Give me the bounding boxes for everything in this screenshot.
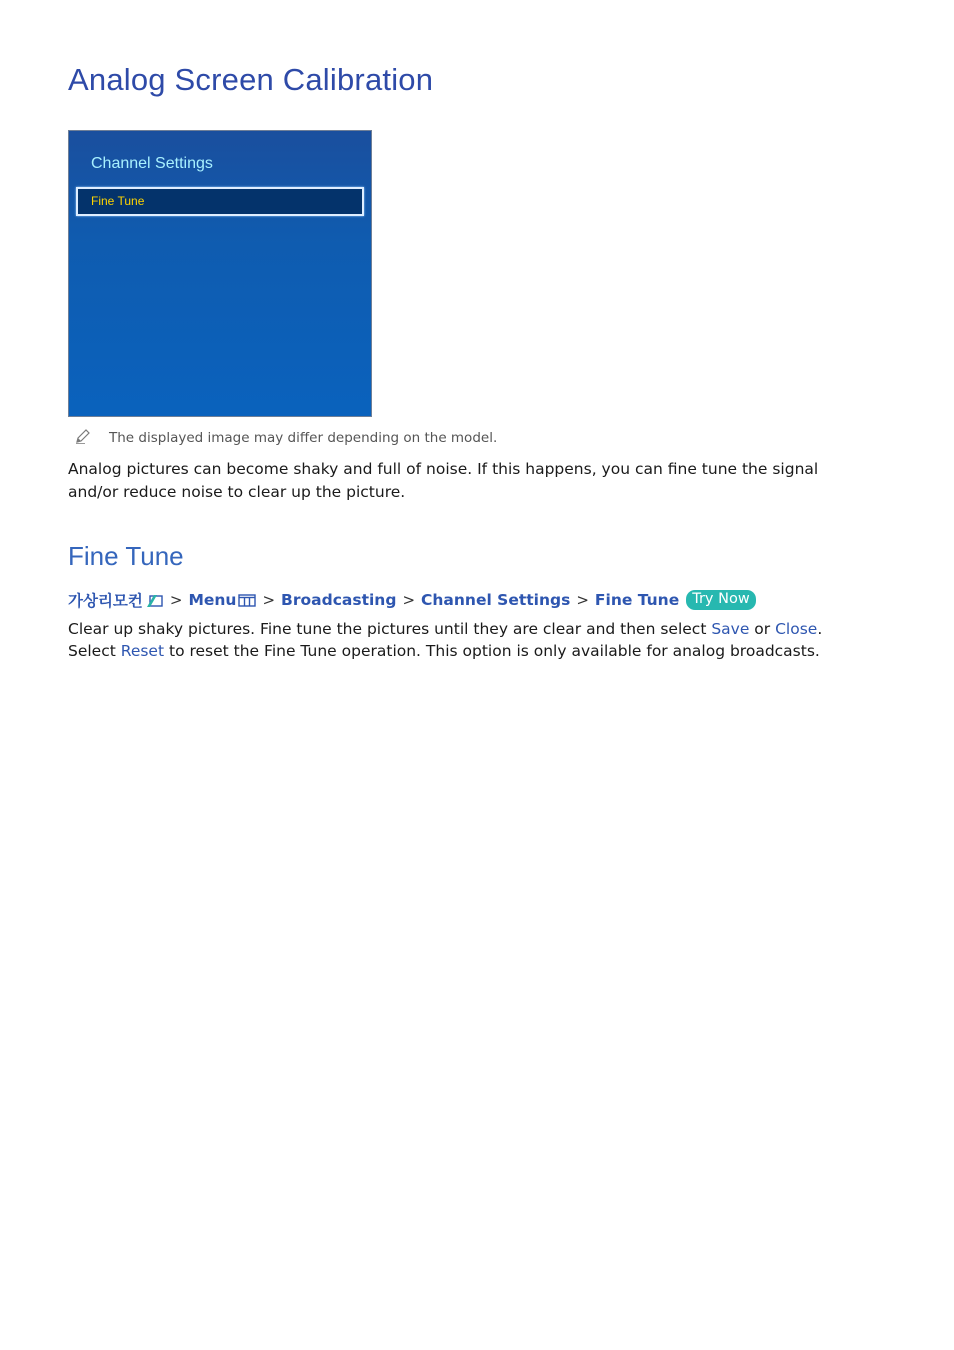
path-fine-tune[interactable]: Fine Tune [594, 591, 680, 609]
body-text: to reset the Fine Tune operation. This option is only available for analog broadcasts. [164, 642, 820, 660]
page-title: Analog Screen Calibration [68, 62, 434, 97]
body-text: . [817, 620, 823, 638]
tv-menu-title: Channel Settings [91, 155, 213, 172]
intro-line-1: Analog pictures can become shaky and full of noise. If this happens, you can fine tune the signal [68, 460, 819, 478]
body-text: Select [68, 642, 121, 660]
intro-line-2: and/or reduce noise to clear up the picture. [68, 483, 406, 501]
remote-icon [145, 593, 164, 608]
menu-path [68, 588, 756, 612]
path-separator: > [402, 591, 416, 609]
menu-icon [238, 593, 256, 607]
path-separator: > [576, 591, 589, 609]
path-remote[interactable]: 가상리모컨 [68, 592, 143, 610]
path-broadcasting[interactable]: Broadcasting [281, 591, 397, 609]
reset-link[interactable]: Reset [120, 642, 165, 660]
body-text: Clear up shaky pictures. Fine tune the pictures until they are clear and then select [68, 620, 712, 638]
path-separator: > [262, 591, 276, 609]
body-text: or [749, 620, 776, 638]
tv-screen-image [68, 130, 372, 417]
path-menu[interactable]: Menu [188, 591, 237, 609]
section-title-fine-tune: Fine Tune [68, 541, 184, 571]
fine-tune-body-line-2 [68, 640, 820, 663]
try-now-button[interactable]: Try Now [686, 590, 755, 610]
tv-menu-item-fine-tune [76, 187, 364, 216]
tv-menu-item-label: Fine Tune [91, 194, 145, 208]
close-link[interactable]: Close [775, 620, 818, 638]
fine-tune-body-line-1 [68, 618, 822, 641]
note-text: The displayed image may differ depending on the model. [109, 430, 498, 446]
pencil-icon [74, 427, 92, 445]
path-separator: > [169, 591, 183, 609]
save-link[interactable]: Save [711, 620, 750, 638]
path-channel-settings[interactable]: Channel Settings [421, 591, 571, 609]
